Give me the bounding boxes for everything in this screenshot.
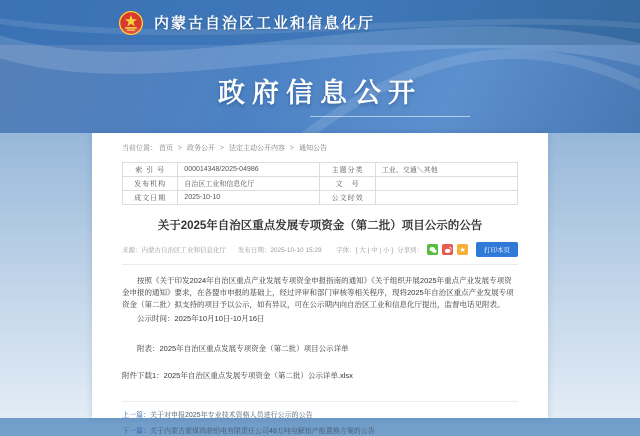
table-row [123, 163, 518, 177]
weibo-share-icon[interactable] [442, 244, 453, 255]
breadcrumb-label: 当前位置： [122, 145, 157, 152]
index-number-value: 000014348/2025-04986 [178, 163, 320, 177]
prev-article-row [122, 410, 518, 420]
wechat-share-icon[interactable] [427, 244, 438, 255]
publisher-label: 发布机构 [123, 177, 178, 191]
next-article-row [122, 426, 518, 436]
doc-number-value [375, 177, 517, 191]
breadcrumb-separator: > [289, 145, 294, 152]
validity-value [375, 191, 517, 205]
article-publish-date: 发布日期：2025-10-10 15:29 [237, 247, 322, 254]
prev-article-link[interactable]: 关于对申报2025年专业技术资格人员进行公示的公告 [150, 412, 313, 419]
attachment-download-link[interactable]: 2025年自治区重点发展专项资金（第二批）公示详单.xlsx [163, 371, 353, 380]
publicity-period-text: 公示时间：2025年10月10日-10月16日 [137, 314, 265, 323]
banner-title: 政府信息公开 [218, 78, 422, 108]
site-title: 内蒙古自治区工业和信息化厅 [154, 15, 376, 32]
breadcrumb-item-gov-disclosure[interactable]: 政务公开 [186, 145, 215, 152]
favorite-star-share-icon[interactable]: ★ [457, 244, 468, 255]
attachment-title-text: 附表：2025年自治区重点发展专项资金（第二批）项目公示详单 [137, 344, 349, 353]
publisher-value: 自治区工业和信息化厅 [178, 177, 320, 191]
document-info-table [122, 162, 518, 205]
breadcrumb [122, 143, 518, 153]
article-meta-right [336, 242, 518, 257]
prev-article-label: 上一篇： [122, 412, 150, 419]
written-date-label: 成文日期 [123, 191, 178, 205]
doc-number-label: 文 号 [320, 177, 375, 191]
attachment-download-row [122, 370, 518, 381]
page-title: 关于2025年自治区重点发展专项资金（第二批）项目公示的公告 [157, 220, 483, 232]
article-body [122, 275, 518, 325]
banner [0, 45, 640, 133]
next-article-link[interactable]: 关于内蒙古霍煤鸿骏铝电有限责任公司48万吨电解铝产能置换方案的公告 [150, 428, 375, 435]
article-paragraph: 按照《关于印发2024年自治区重点产业发展专项资金申报指南的通知》《关于组织开展2025年重点产业发展专项资金申报的通知》要求，在各盟市申报的基础上，经过评审和部门审核等相关程序，现将2025年自治区重点产业发展专项资金（第二批）拟支持的项目予以公示，如有异议，可在公示期内向自治区工业和信息化厅提出，监督电话见附表。 [122, 276, 514, 309]
article-meta-bar [122, 242, 518, 265]
breadcrumb-item-home[interactable]: 首页 [158, 145, 173, 152]
font-size-control[interactable]: 字体：[ 大 | 中 | 小 ] [336, 247, 393, 254]
breadcrumb-separator: > [177, 145, 182, 152]
download-label: 附件下载1： [122, 371, 164, 380]
table-row [123, 177, 518, 191]
print-page-button[interactable]: 打印本页 [476, 242, 518, 257]
home-link[interactable] [118, 10, 375, 36]
breadcrumb-separator: > [219, 145, 224, 152]
masthead [0, 0, 640, 45]
written-date-value: 2025-10-10 [178, 191, 320, 205]
banner-underline-decoration [310, 116, 470, 117]
topic-category-value: 工业、交通＼其他 [375, 163, 517, 177]
index-number-label: 索 引 号 [123, 163, 178, 177]
prev-next-pager [122, 401, 518, 436]
next-article-label: 下一篇： [122, 428, 150, 435]
national-emblem-icon [118, 10, 144, 36]
share-label: 分享到： [397, 247, 423, 254]
validity-label: 公文时效 [320, 191, 375, 205]
topic-category-label: 主题分类 [320, 163, 375, 177]
breadcrumb-item-statutory-content[interactable]: 法定主动公开内容 [228, 145, 285, 152]
article-meta-left [122, 245, 332, 254]
breadcrumb-item-notices[interactable]: 通知公告 [298, 145, 327, 152]
article-source: 来源：内蒙古自治区工业和信息化厅 [122, 247, 226, 254]
content-card [92, 133, 548, 435]
table-row [123, 191, 518, 205]
